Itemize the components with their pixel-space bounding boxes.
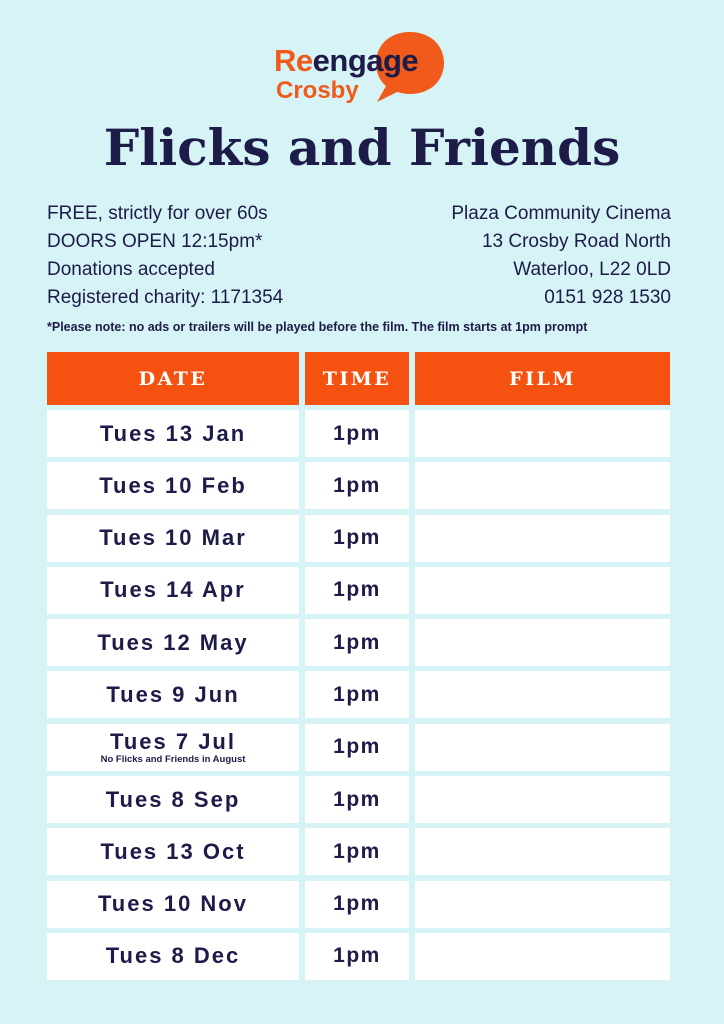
date-text: Tues 10 Feb xyxy=(99,472,247,498)
date-note: No Flicks and Friends in August xyxy=(100,753,246,765)
please-note: *Please note: no ads or trailers will be played before the film. The film starts at 1pm prompt xyxy=(47,320,588,334)
date-cell xyxy=(47,462,299,509)
time-text: 1pm xyxy=(333,630,381,654)
film-cell xyxy=(415,410,670,457)
time-text: 1pm xyxy=(333,787,381,811)
film-cell xyxy=(415,671,670,718)
date-cell xyxy=(47,567,299,614)
time-text: 1pm xyxy=(333,526,381,550)
time-text: 1pm xyxy=(333,473,381,497)
date-cell xyxy=(47,933,299,980)
date-cell xyxy=(47,881,299,928)
logo-re: Re xyxy=(274,43,313,78)
date-text: Tues 9 Jun xyxy=(106,681,240,707)
venue-line: 13 Crosby Road North xyxy=(481,231,671,252)
film-cell xyxy=(415,724,670,771)
table-header xyxy=(47,352,672,405)
date-text: Tues 14 Apr xyxy=(100,577,246,603)
table-row xyxy=(47,724,672,771)
info-line: FREE, strictly for over 60s xyxy=(47,203,268,224)
table-row xyxy=(47,515,672,562)
time-text: 1pm xyxy=(333,839,381,863)
date-cell xyxy=(47,619,299,666)
header-film: FILM xyxy=(415,352,670,405)
time-cell xyxy=(305,515,409,562)
film-cell xyxy=(415,462,670,509)
date-text: Tues 10 Nov xyxy=(98,891,248,917)
header-time: TIME xyxy=(305,352,409,405)
date-cell xyxy=(47,515,299,562)
info-line: Donations accepted xyxy=(47,259,215,280)
date-cell xyxy=(47,828,299,875)
venue-line: Plaza Community Cinema xyxy=(451,203,671,224)
venue-line: Waterloo, L22 0LD xyxy=(513,259,671,280)
logo-engage: engage xyxy=(312,43,419,78)
venue-details xyxy=(451,200,671,312)
time-cell xyxy=(305,933,409,980)
date-text: Tues 13 Jan xyxy=(99,420,247,446)
time-text: 1pm xyxy=(333,735,381,759)
schedule-table xyxy=(47,352,672,985)
date-text: Tues 13 Oct xyxy=(100,838,246,864)
table-row xyxy=(47,462,672,509)
table-row xyxy=(47,776,672,823)
table-row xyxy=(47,828,672,875)
time-text: 1pm xyxy=(333,892,381,916)
date-text: Tues 12 May xyxy=(97,629,249,655)
time-cell xyxy=(305,567,409,614)
info-line: DOORS OPEN 12:15pm* xyxy=(47,231,263,252)
logo-wordmark xyxy=(274,44,418,78)
time-cell xyxy=(305,671,409,718)
film-cell xyxy=(415,619,670,666)
time-cell xyxy=(305,776,409,823)
table-row xyxy=(47,567,672,614)
reengage-logo xyxy=(274,30,448,106)
date-text: Tues 8 Dec xyxy=(105,943,241,969)
date-cell xyxy=(47,724,299,771)
time-cell xyxy=(305,828,409,875)
film-cell xyxy=(415,515,670,562)
time-cell xyxy=(305,410,409,457)
time-text: 1pm xyxy=(333,944,381,968)
time-text: 1pm xyxy=(333,682,381,706)
table-row xyxy=(47,933,672,980)
date-text: Tues 10 Mar xyxy=(99,525,247,551)
date-cell xyxy=(47,776,299,823)
header-date: DATE xyxy=(47,352,299,405)
date-text: Tues 7 Jul xyxy=(110,728,236,754)
time-cell xyxy=(305,462,409,509)
time-cell xyxy=(305,724,409,771)
film-cell xyxy=(415,933,670,980)
time-cell xyxy=(305,619,409,666)
table-body xyxy=(47,410,672,980)
info-line: Registered charity: 1171354 xyxy=(47,287,284,308)
page-title: Flicks and Friends xyxy=(103,118,621,177)
venue-line: 0151 928 1530 xyxy=(544,287,671,308)
event-details xyxy=(47,200,283,312)
table-row xyxy=(47,671,672,718)
table-row xyxy=(47,619,672,666)
date-text: Tues 8 Sep xyxy=(105,786,241,812)
film-cell xyxy=(415,828,670,875)
time-text: 1pm xyxy=(333,421,381,445)
film-cell xyxy=(415,881,670,928)
table-row xyxy=(47,881,672,928)
film-cell xyxy=(415,776,670,823)
film-cell xyxy=(415,567,670,614)
time-text: 1pm xyxy=(333,578,381,602)
logo-subtitle: Crosby xyxy=(276,77,359,104)
date-cell xyxy=(47,410,299,457)
time-cell xyxy=(305,881,409,928)
table-row xyxy=(47,410,672,457)
date-cell xyxy=(47,671,299,718)
